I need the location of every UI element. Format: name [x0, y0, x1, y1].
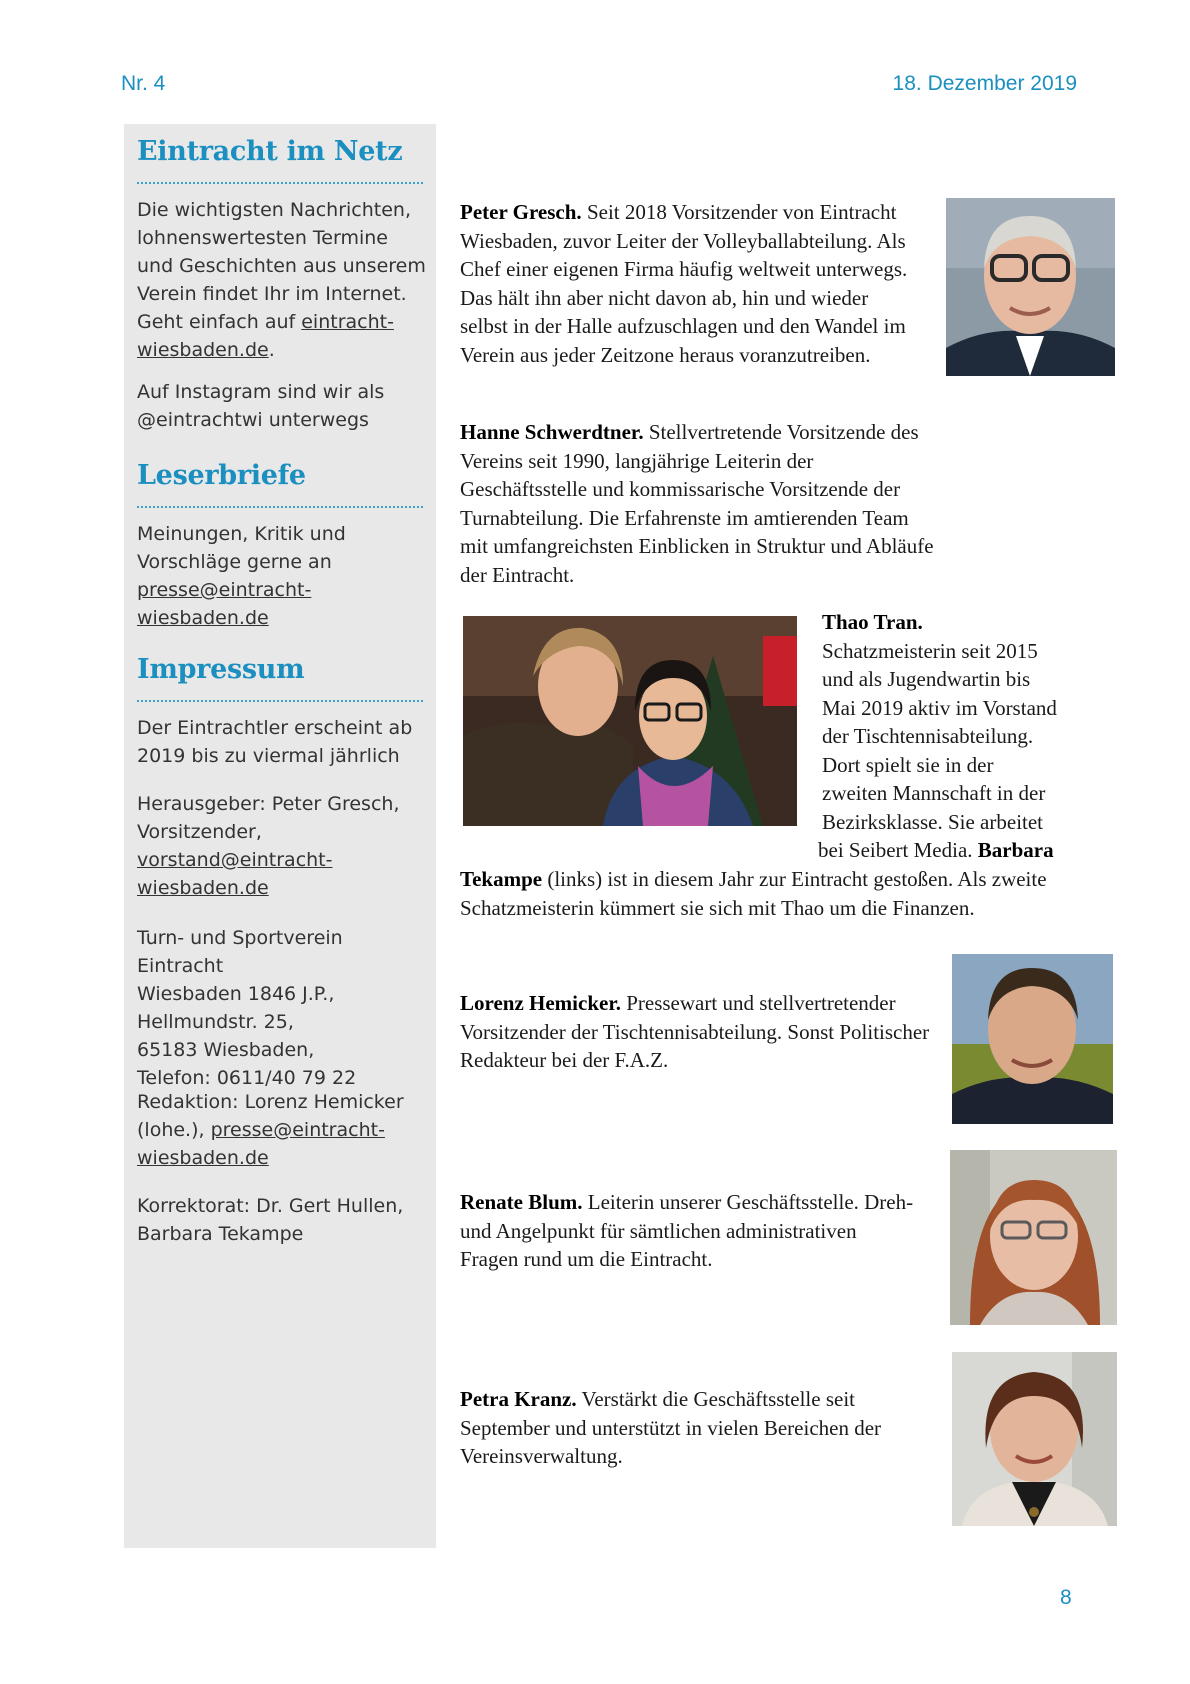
tran-line: der Tischtennisabteilung.: [822, 724, 1034, 748]
gresch-photo: [946, 198, 1115, 376]
hemicker-photo: [952, 954, 1113, 1124]
leserbriefe-intro: Meinungen, Kritik und Vorschläge gerne an: [137, 523, 346, 573]
tran-line: und als Jugendwartin bis: [822, 667, 1031, 691]
sidebar: [124, 124, 436, 1548]
vorstand-email-link[interactable]: vorstand@eintracht-wiesbaden.de: [137, 849, 333, 899]
address-line: 65183 Wiesbaden,: [137, 1039, 315, 1061]
hemicker-bio: [460, 989, 930, 1075]
address-line: Wiesbaden 1846 J.P.,: [137, 983, 335, 1005]
tran-seibert: bei Seibert Media.: [818, 838, 978, 862]
gresch-name: Peter Gresch.: [460, 200, 582, 224]
tran-bio: [822, 608, 1102, 836]
gresch-text: Seit 2018 Vorsitzender von Eintracht Wiesbaden, zuvor Leiter der Volleyballabteilung. Als Chef einer eigenen Firma häufig weltweit unterwegs. Das hält ihn aber nicht davon ab, hin und wieder selbst in der Halle aufzuschlagen und den Wandel im Verein aus jeder Zeitzone heraus voranzutreiben.: [460, 200, 908, 367]
tran-name: Thao Tran.: [822, 610, 923, 634]
netz-period: .: [268, 339, 275, 361]
page-number: 8: [1060, 1586, 1072, 1609]
impressum-address: [137, 924, 429, 1092]
tekampe-bio: [460, 865, 1110, 922]
schwerdtner-text: Stellvertretende Vorsitzende des Vereins seit 1990, langjährige Leiterin der Geschäftsstelle und kommissarische Vorsitzende der Turnabteilung. Die Erfahrenste im amtierenden Team mit umfangreichsten Einblicken in Struktur und Abläufe der Eintracht.: [460, 420, 934, 587]
blum-name: Renate Blum.: [460, 1190, 583, 1214]
tran-tekampe-photo: [463, 616, 797, 826]
editorial-email-link[interactable]: presse@eintracht-wiesbaden.de: [137, 1119, 385, 1169]
address-line: Hellmundstr. 25,: [137, 1011, 294, 1033]
netz-divider: [137, 182, 423, 184]
impressum-proofreading: Korrektorat: Dr. Gert Hullen, Barbara Tekampe: [137, 1195, 404, 1245]
instagram-text: Auf Instagram sind wir als @eintrachtwi unterwegs: [137, 381, 385, 431]
editorial-text: Redaktion: Lorenz Hemicker (lohe.),: [137, 1091, 404, 1141]
blum-text: Leiterin unserer Geschäftsstelle. Dreh- und Angelpunkt für sämtlichen administrativen Fragen rund um die Eintracht.: [460, 1190, 914, 1271]
impressum-divider: [137, 700, 423, 702]
impressum-heading: Impressum: [137, 654, 305, 685]
press-email-link[interactable]: presse@eintracht-wiesbaden.de: [137, 579, 312, 629]
issue-number: Nr. 4: [121, 72, 166, 95]
schwerdtner-bio: [460, 418, 935, 589]
schwerdtner-name: Hanne Schwerdtner.: [460, 420, 644, 444]
netz-text: [137, 196, 429, 364]
kranz-name: Petra Kranz.: [460, 1387, 577, 1411]
kranz-text: Verstärkt die Geschäftsstelle seit September und unterstützt in vielen Bereichen der Vereinsverwaltung.: [460, 1387, 882, 1468]
impressum-publisher: [137, 790, 429, 902]
impressum-publication: Der Eintrachtler erscheint ab 2019 bis zu viermal jährlich: [137, 717, 413, 767]
gresch-bio: [460, 198, 920, 369]
leserbriefe-divider: [137, 506, 423, 508]
tekampe-firstname: Barbara: [977, 838, 1054, 862]
leserbriefe-text: [137, 520, 429, 632]
tran-line: Dort spielt sie in der: [822, 752, 994, 777]
issue-date: 18. Dezember 2019: [892, 72, 1077, 95]
tran-line: Bezirksklasse. Sie arbeitet: [822, 809, 1044, 834]
netz-heading: Eintracht im Netz: [137, 136, 403, 167]
kranz-photo: [952, 1352, 1117, 1526]
kranz-bio: [460, 1385, 920, 1471]
blum-photo: [950, 1150, 1117, 1325]
address-line: Turn- und Sportverein Eintracht: [137, 927, 343, 977]
tekampe-surname: Tekampe: [460, 867, 543, 891]
tran-line: Schatzmeisterin seit 2015: [822, 638, 1038, 663]
phone-line: Telefon: 0611/40 79 22: [137, 1067, 357, 1089]
hemicker-text: Pressewart und stellvertretender Vorsitzender der Tischtennisabteilung. Sonst Politischer Redakteur bei der F.A.Z.: [460, 991, 930, 1072]
tekampe-text: (links) ist in diesem Jahr zur Eintracht gestoßen. Als zweite Schatzmeisterin kümmert sie sich mit Thao um die Finanzen.: [460, 867, 1047, 920]
blum-bio: [460, 1188, 920, 1274]
publisher-text: Herausgeber: Peter Gresch, Vorsitzender,: [137, 793, 400, 843]
netz-intro: Die wichtigsten Nachrichten, lohnenswertesten Termine und Geschichten aus unserem Verein findet Ihr im Internet. Geht einfach auf: [137, 199, 426, 333]
tran-line: Mai 2019 aktiv im Vorstand: [822, 695, 1057, 720]
impressum-editorial: [137, 1088, 429, 1172]
leserbriefe-heading: Leserbriefe: [137, 460, 306, 491]
tran-last-line: [818, 836, 1108, 865]
website-link[interactable]: eintracht-wiesbaden.de: [137, 311, 394, 361]
tran-line: zweiten Mannschaft in der: [822, 781, 1046, 805]
hemicker-name: Lorenz Hemicker.: [460, 991, 621, 1015]
